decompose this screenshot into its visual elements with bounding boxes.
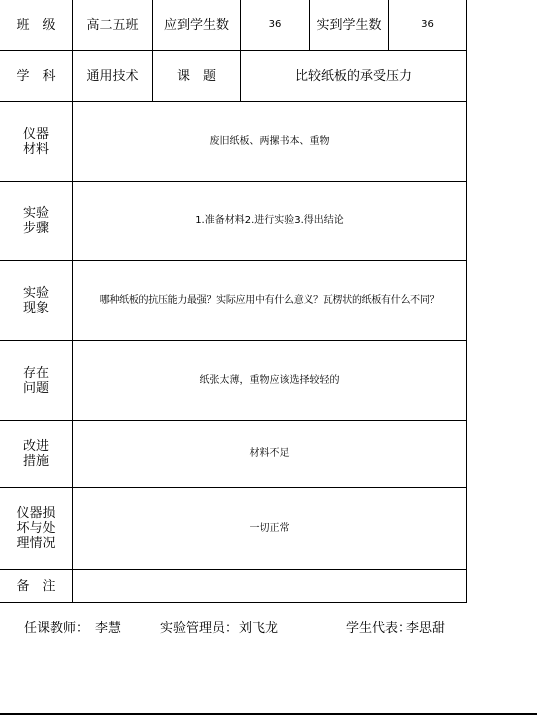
problems-value: 纸张太薄，重物应该选择较轻的	[199, 374, 340, 386]
equipment-label: 仪器 材料	[22, 126, 49, 157]
steps-label: 实验 步骤	[22, 206, 49, 236]
damage-value: 一切正常	[249, 522, 290, 534]
student-rep-name: 李思甜	[406, 621, 446, 636]
phenomenon-value: 哪种纸板的抗压能力最强？实际应用中有什么意义？瓦楞状的纸板有什么不同？	[99, 294, 440, 306]
student-rep-label: 学生代表：	[346, 621, 412, 636]
actual-count-value: 36	[421, 19, 434, 30]
manager-name: 刘飞龙	[239, 621, 279, 636]
problems-label: 存在 问题	[22, 365, 49, 396]
class-value: 高二五班	[86, 17, 139, 33]
topic-label: 课 题	[176, 68, 216, 84]
improvement-label: 改进 措施	[22, 439, 49, 469]
row-divider	[0, 602, 467, 603]
equipment-value: 废旧纸板、两摞书本、重物	[209, 135, 330, 147]
subject-value: 通用技术	[86, 68, 139, 84]
topic-value: 比较纸板的承受压力	[294, 68, 412, 84]
subject-label: 学 科	[16, 68, 56, 84]
phenomenon-label: 实验 现象	[22, 285, 49, 316]
manager-label: 实验管理员：	[160, 621, 239, 636]
teacher-label: 任课教师：	[24, 621, 90, 636]
expected-count-label: 应到学生数	[163, 17, 229, 33]
expected-count-value: 36	[268, 19, 282, 30]
teacher-name: 李慧	[95, 621, 122, 636]
actual-count-label: 实到学生数	[316, 17, 382, 33]
remarks-value	[73, 570, 466, 602]
steps-value: 1.准备材料2.进行实验3.得出结论	[195, 215, 344, 226]
damage-label: 仪器损 坏与处 理情况	[16, 506, 56, 551]
improvement-value: 材料不足	[249, 448, 290, 459]
class-label: 班 级	[16, 17, 56, 33]
remarks-label: 备 注	[16, 578, 56, 594]
table-right-border	[466, 0, 467, 603]
